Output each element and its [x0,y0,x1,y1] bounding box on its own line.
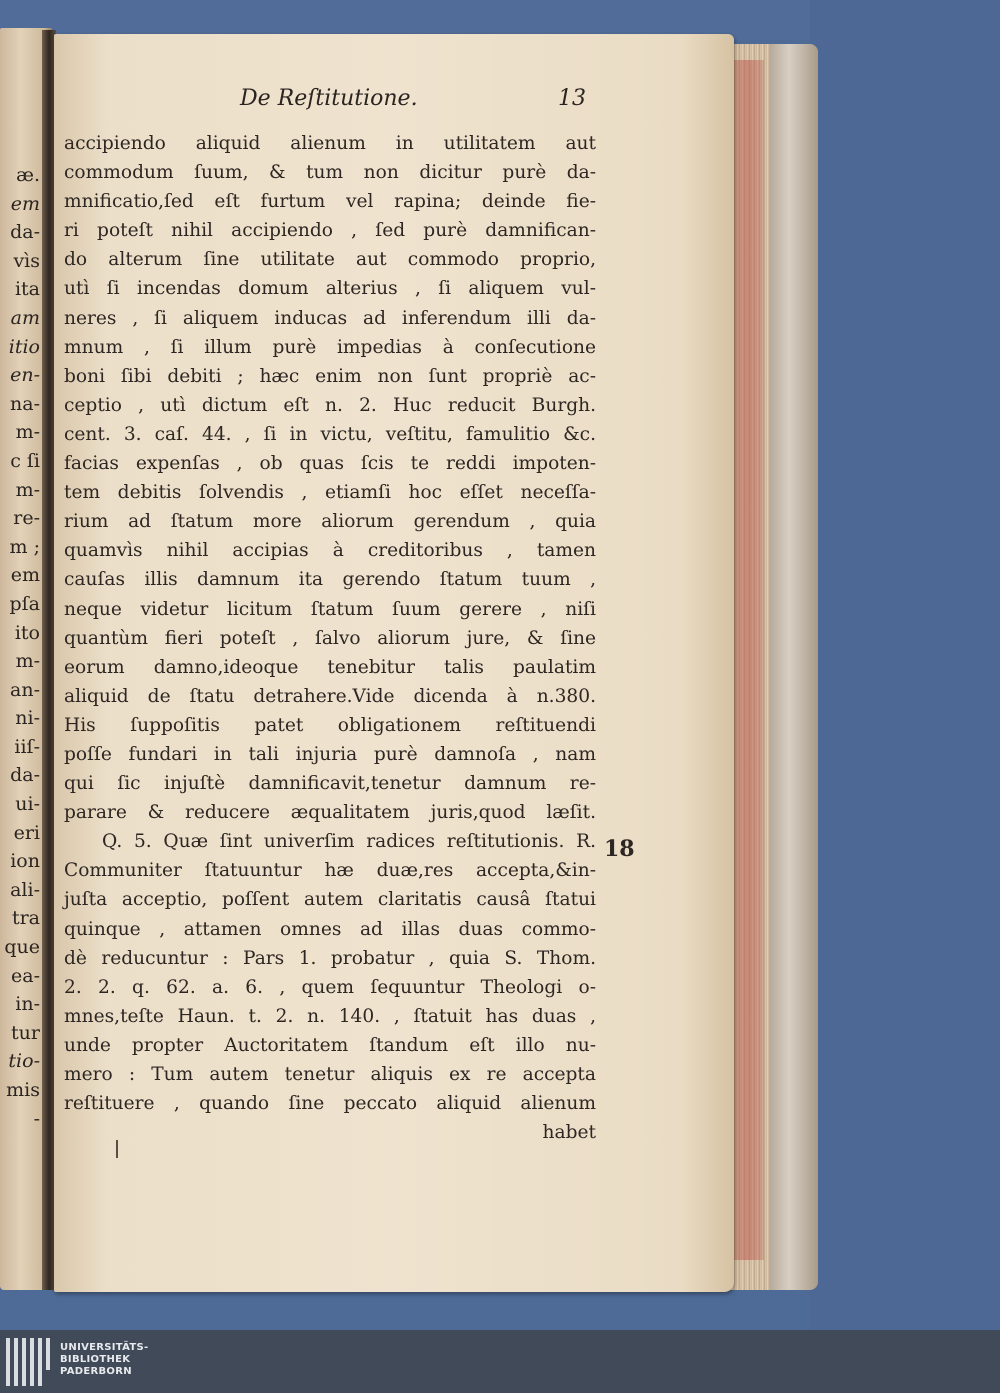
text-line: facias expenſas , ob quas ſcis te reddi impoten- [64,453,596,475]
previous-page-fragment: que [4,936,40,959]
previous-page-fragment: tio- [8,1050,40,1073]
previous-page-fragment: en- [10,364,40,387]
text-line: mnificatio,ſed eſt furtum vel rapina; deinde fie- [64,191,596,213]
book-cover-edge [770,44,818,1290]
previous-page-fragment: em [10,564,40,587]
library-logo-icon [6,1338,52,1386]
text-line: quinque , attamen omnes ad illas duas commo- [64,918,596,940]
text-line: habet [542,1122,596,1144]
text-line: mero : Tum autem tenetur aliquis ex re accepta [64,1064,596,1085]
previous-page-fragment: m- [15,421,40,444]
previous-page-fragment: in- [15,993,40,1016]
previous-page-fragment: em [10,192,40,215]
text-line: quantùm fieri poteſt , ſalvo aliorum jure, & ſine [64,627,596,649]
previous-page-fragment: ni- [15,707,40,730]
text-line: boni ſibi debiti ; hæc enim non ſunt propriè ac- [64,365,596,387]
text-line: poſſe fundari in tali injuria purè damnoſa , nam [64,743,596,765]
text-line: mnum , ſi illum purè impedias à conſecutione [64,336,596,358]
running-head-title: De Reſtitutione. [240,86,418,111]
text-line: 2. 2. q. 62. a. 6. , quem ſequuntur Theologi o- [64,976,596,998]
previous-page-fragment: vìs [13,249,40,272]
previous-page-fragment: ion [10,850,40,873]
previous-page-fragment: m ; [9,535,40,558]
previous-page-fragment: itio [8,335,40,358]
text-line: reſtituere , quando ſine peccato aliquid alienum [64,1093,596,1115]
text-line: aliquid de ſtatu detrahere.Vide dicenda à n.380. [64,685,596,707]
library-logo-text [60,1342,149,1378]
previous-page-fragments [0,161,40,1133]
text-line: parare & reducere æqualitatem juris,quod læſit. [64,802,596,824]
logo-line-2: BIBLIOTHEK [60,1354,131,1365]
previous-page-fragment: ali- [10,878,40,901]
previous-page-fragment: ea- [11,964,40,987]
previous-page-fragment: re- [13,507,40,530]
text-line: neque videtur licitum ſtatum ſuum gerere , niſi [64,598,596,620]
previous-page-fragment: m- [15,650,40,673]
text-line: do alterum ſine utilitate aut commodo proprio, [64,249,596,271]
red-edge-stain [734,60,764,1260]
previous-page-fragment: mis [6,1079,40,1101]
text-line: neres , ſi aliquem inducas ad inferendum illi da- [64,307,596,329]
previous-page-fragment: tra [11,907,40,930]
previous-page-fragment: iiſ- [14,735,40,758]
previous-page-fragment: ita [14,278,40,301]
text-line: commodum ſuum, & tum non dicitur purè da- [64,162,596,184]
text-line: His ſuppoſitis patet obligationem reſtituendi [64,714,596,736]
previous-page-fragment: - [33,1107,40,1130]
logo-line-3: PADERBORN [60,1366,132,1377]
text-line: Q. 5. Quæ ſint univerſim radices reſtitutionis. R. [102,831,596,853]
text-line: juſta acceptio, poſſent autem claritatis causâ ſtatui [64,889,596,911]
logo-line-1: UNIVERSITÄTS- [60,1342,149,1353]
previous-page-fragment: m- [15,478,40,501]
text-line: rium ad ſtatum more aliorum gerendum , quia [64,511,596,533]
previous-page-fragment: an- [10,678,40,701]
previous-page-fragment: eri [13,821,40,844]
text-line: quamvìs nihil accipias à creditoribus , tamen [64,540,596,562]
text-line: tem debitis ſolvendis , etiamſi hoc eſſet neceſſa- [64,482,596,504]
library-footer [0,1330,1000,1393]
previous-page-fragment: ito [14,621,40,644]
previous-page-fragment: da- [10,764,40,787]
previous-page-fragment: na- [10,392,40,415]
text-line: ceptio , utì dictum eſt n. 2. Huc reducit Burgh. [64,394,596,416]
scanner-background-right [810,0,1000,1330]
previous-page-fragment: da- [10,221,40,244]
text-line: eorum damno,ideoque tenebitur talis paulatim [64,656,596,678]
margin-paragraph-number: 18 [604,836,635,862]
text-line: qui ſic injuſtè damnificavit,tenetur damnum re- [64,773,596,795]
previous-page-fragment: æ. [16,164,40,186]
previous-page-fragment: am [10,306,40,329]
page-number: 13 [558,86,586,111]
text-line: mnes,teſte Haun. t. 2. n. 140. , ſtatuit has duas , [64,1005,596,1027]
text-line: ri poteſt nihil accipiendo , ſed purè damnifican- [64,220,596,242]
text-line: unde propter Auctoritatem ſtandum eſt illo nu- [64,1034,596,1056]
text-line: utì ſi incendas domum alterius , ſi aliquem vul- [64,278,596,300]
text-line: dè reducuntur : Pars 1. probatur , quia S. Thom. [64,947,596,969]
previous-page-fragment: ui- [15,793,40,816]
previous-page-fragment: c ſi [10,449,40,472]
text-line: cent. 3. caſ. 44. , ſi in victu, veſtitu, famulitio &c. [64,423,596,445]
ink-mark [116,1140,118,1158]
text-line: accipiendo aliquid alienum in utilitatem aut [64,133,596,154]
previous-page-fragment: pſa [9,592,40,615]
page-body-text [64,129,596,1147]
text-line: Communiter ſtatuuntur hæ duæ,res accepta,&in- [64,860,596,882]
previous-page-fragment: tur [11,1021,40,1044]
text-line: cauſas illis damnum ita gerendo ſtatum tuum , [64,569,596,591]
